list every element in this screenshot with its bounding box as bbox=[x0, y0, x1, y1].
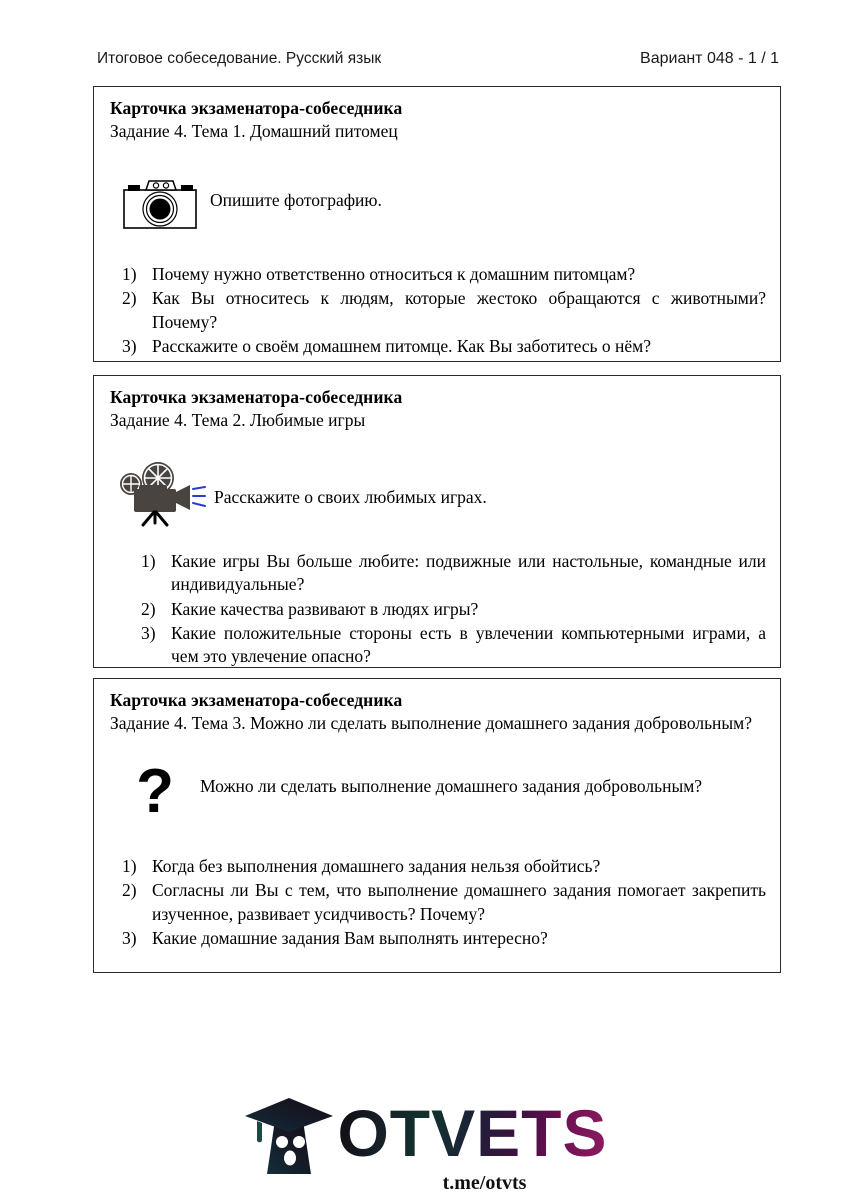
card-1-q2-number: 2) bbox=[122, 288, 137, 309]
card-2-q1-number: 1) bbox=[141, 551, 156, 572]
card-3-prompt-row bbox=[110, 761, 766, 831]
card-3-q2-text: Согласны ли Вы с тем, что выполнение домашнего задания помогает закрепить изученное, развивает усидчивость? Почему? bbox=[152, 880, 766, 924]
card-3-inner bbox=[94, 679, 780, 963]
card-3-title: Карточка экзаменатора-собеседника bbox=[110, 690, 403, 710]
svg-text:?: ? bbox=[136, 762, 174, 827]
card-1-question-list bbox=[110, 263, 766, 358]
card-2-q3-number: 3) bbox=[141, 622, 156, 643]
card-2-subtitle: Задание 4. Тема 2. Любимые игры bbox=[110, 410, 366, 431]
document-header bbox=[97, 50, 779, 68]
list-item bbox=[141, 598, 766, 621]
list-item bbox=[122, 263, 766, 286]
card-3-q3-number: 3) bbox=[122, 927, 137, 948]
examiner-card-1 bbox=[93, 86, 781, 362]
card-1-prompt-text: Опишите фотографию. bbox=[210, 190, 382, 211]
list-item bbox=[122, 879, 766, 926]
examiner-card-3 bbox=[93, 678, 781, 973]
question-mark-icon bbox=[110, 761, 200, 831]
header-title-left: Итоговое собеседование. Русский язык bbox=[97, 50, 382, 67]
card-1-q3-number: 3) bbox=[122, 335, 137, 356]
camera-icon bbox=[110, 173, 210, 235]
brand-wordmark: OTVETS bbox=[337, 1096, 608, 1170]
film-projector-icon bbox=[110, 460, 214, 528]
card-1-q3-text: Расскажите о своём домашнем питомце. Как Вы заботитесь о нём? bbox=[152, 335, 651, 356]
card-1-q2-text: Как Вы относитесь к людям, которые жестоко обращаются с животными? Почему? bbox=[152, 288, 766, 332]
card-3-q1-number: 1) bbox=[122, 856, 137, 877]
list-item bbox=[122, 927, 766, 950]
card-1-inner bbox=[94, 87, 780, 371]
footer-logo bbox=[0, 1090, 849, 1195]
card-3-prompt-text: Можно ли сделать выполнение домашнего задания добровольным? bbox=[200, 776, 703, 797]
examiner-card-2 bbox=[93, 375, 781, 668]
logo-row bbox=[241, 1090, 607, 1176]
card-2-q1-text: Какие игры Вы больше любите: подвижные или настольные, командные или индивидуальные? bbox=[171, 551, 766, 595]
card-3-q1-text: Когда без выполнения домашнего задания нельзя обойтись? bbox=[152, 856, 601, 877]
card-2-q2-text: Какие качества развивают в людях игры? bbox=[171, 598, 479, 619]
list-item bbox=[122, 287, 766, 334]
card-2-prompt-row bbox=[110, 460, 766, 528]
list-item bbox=[141, 622, 766, 669]
list-item bbox=[122, 855, 766, 878]
card-1-subtitle: Задание 4. Тема 1. Домашний питомец bbox=[110, 121, 398, 142]
card-3-q2-number: 2) bbox=[122, 880, 137, 901]
card-2-inner bbox=[94, 376, 780, 681]
telegram-url-label: t.me/otvts bbox=[442, 1172, 527, 1194]
card-3-question-list bbox=[110, 855, 766, 950]
card-2-q3-text: Какие положительные стороны есть в увлечении компьютерными играми, а чем это увлечение опасно? bbox=[171, 622, 766, 667]
list-item bbox=[141, 550, 766, 597]
card-1-title: Карточка экзаменатора-собеседника bbox=[110, 98, 403, 118]
header-variant-label: Вариант 048 - 1 / 1 bbox=[640, 50, 779, 67]
list-item bbox=[122, 335, 766, 358]
card-2-q2-number: 2) bbox=[141, 598, 156, 619]
card-2-title: Карточка экзаменатора-собеседника bbox=[110, 387, 403, 407]
card-1-prompt-row bbox=[110, 173, 766, 235]
card-3-q3-text: Какие домашние задания Вам выполнять интересно? bbox=[152, 927, 548, 948]
card-2-prompt-text: Расскажите о своих любимых играх. bbox=[214, 487, 487, 508]
card-1-q1-number: 1) bbox=[122, 264, 137, 285]
graduation-cap-mascot-icon bbox=[241, 1090, 337, 1176]
card-3-subtitle: Задание 4. Тема 3. Можно ли сделать выполнение домашнего задания добровольным? bbox=[110, 713, 753, 734]
card-2-question-list bbox=[110, 550, 766, 668]
card-1-q1-text: Почему нужно ответственно относиться к домашним питомцам? bbox=[152, 264, 636, 285]
